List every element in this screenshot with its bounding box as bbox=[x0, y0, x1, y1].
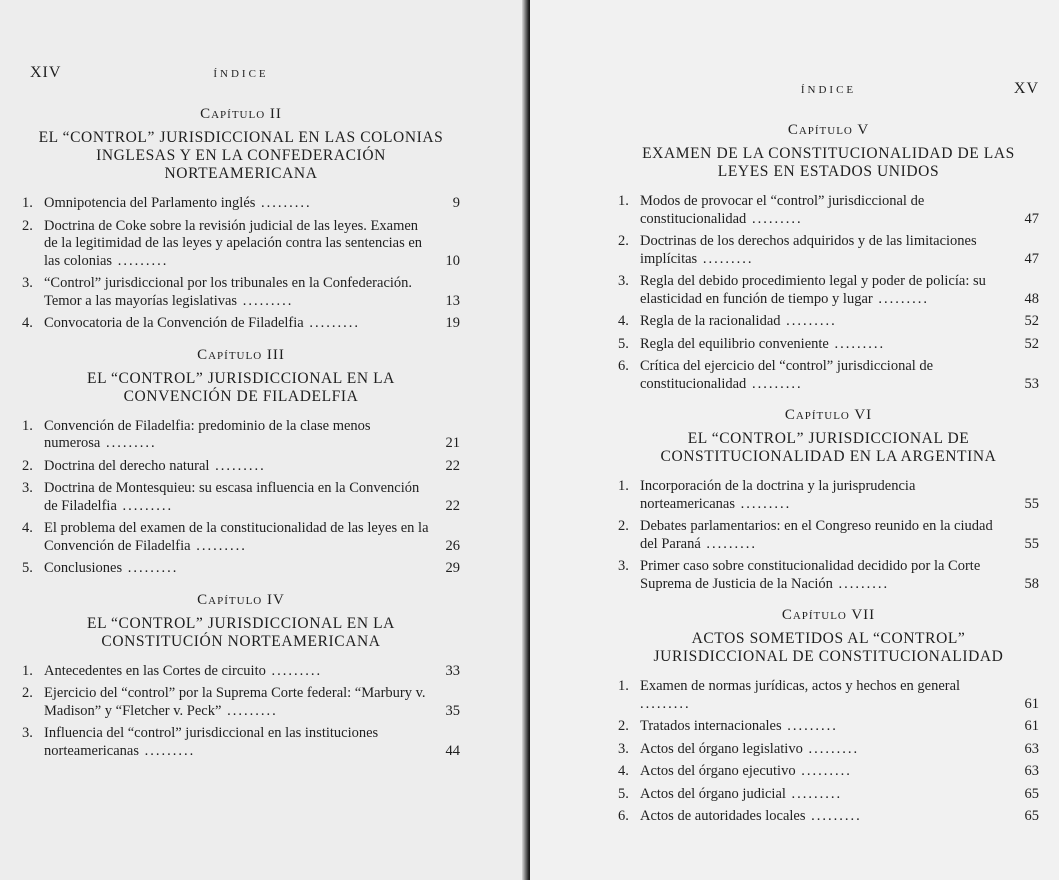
entry-page-number: 29 bbox=[445, 560, 460, 576]
entry-page-number: 47 bbox=[1024, 210, 1039, 227]
entry-number: 5. bbox=[22, 560, 33, 576]
entry-number: 2. bbox=[618, 518, 629, 534]
entry-page-number: 22 bbox=[445, 497, 460, 514]
toc-entry bbox=[22, 725, 460, 760]
dot-leader: ......... bbox=[795, 763, 852, 779]
entry-text: Ejercicio del “control” por la Suprema Corte federal: “Marbury v. Madison” y “Fletcher v. Peck” ......... bbox=[44, 685, 426, 719]
dot-leader: ......... bbox=[100, 435, 157, 451]
entry-page-number: 19 bbox=[445, 315, 460, 331]
entry-number: 2. bbox=[618, 233, 629, 249]
dot-leader: ......... bbox=[735, 495, 792, 512]
entry-number: 5. bbox=[618, 785, 629, 802]
toc-entry bbox=[618, 336, 1039, 354]
entry-page-number: 44 bbox=[445, 742, 460, 759]
page-number: XV bbox=[1013, 80, 1039, 97]
entry-text: Examen de normas jurídicas, actos y hechos en general ......... bbox=[640, 678, 961, 712]
entry-page-number: 55 bbox=[1024, 535, 1039, 552]
toc-entry bbox=[22, 315, 460, 333]
dot-leader: ......... bbox=[785, 785, 843, 802]
entry-page-number: 63 bbox=[1024, 740, 1039, 757]
entry-number: 3. bbox=[22, 725, 33, 741]
entry-number: 4. bbox=[618, 313, 629, 329]
left-page bbox=[0, 0, 528, 880]
entry-number: 1. bbox=[618, 678, 629, 694]
entry-number: 4. bbox=[618, 763, 629, 779]
chapter-block bbox=[22, 592, 460, 761]
toc-entry bbox=[618, 718, 1039, 736]
entry-number: 2. bbox=[22, 685, 33, 701]
entry-text: Doctrina de Montesquieu: su escasa influencia en la Convención de Filadelfia ......... bbox=[44, 480, 420, 514]
chapter-title: EL “CONTROL” JURISDICCIONAL EN LA CONSTITUCIÓN NORTEAMERICANA bbox=[87, 614, 395, 650]
toc-entry bbox=[22, 275, 460, 310]
toc-entry bbox=[618, 741, 1039, 759]
chapter-title: EXAMEN DE LA CONSTITUCIONALIDAD DE LAS LEYES EN ESTADOS UNIDOS bbox=[642, 145, 1015, 180]
entry-text: Modos de provocar el “control” jurisdiccional de constitucionalidad ......... bbox=[640, 193, 925, 227]
right-page-header bbox=[618, 80, 1039, 108]
toc-entry bbox=[22, 418, 460, 453]
entry-page-number: 35 bbox=[445, 702, 460, 719]
entry-page-number: 52 bbox=[1024, 335, 1039, 352]
entry-text: Omnipotencia del Parlamento inglés ......... bbox=[44, 195, 312, 211]
entry-number: 1. bbox=[22, 195, 33, 211]
entry-number: 3. bbox=[618, 273, 629, 289]
dot-leader: ......... bbox=[802, 740, 860, 757]
dot-leader: ......... bbox=[190, 537, 247, 554]
entry-text: Debates parlamentarios: en el Congreso reunido en la ciudad del Paraná ......... bbox=[640, 518, 993, 552]
entry-page-number: 47 bbox=[1024, 250, 1039, 267]
entry-page-number: 65 bbox=[1024, 785, 1039, 802]
entry-text: Doctrina de Coke sobre la revisión judicial de las leyes. Examen de la legitimidad de las leyes y apelación contra las sentencias en las colonias ......... bbox=[44, 217, 423, 269]
dot-leader: ......... bbox=[781, 718, 838, 734]
chapter-block bbox=[618, 407, 1039, 593]
entry-page-number: 21 bbox=[445, 435, 460, 451]
entry-text: Incorporación de la doctrina y la jurisprudencia norteamericanas ......... bbox=[640, 478, 916, 512]
chapter-block bbox=[22, 347, 460, 578]
entry-text: Regla del debido procedimiento legal y poder de policía: su elasticidad en función de tiempo y lugar ......... bbox=[640, 273, 986, 307]
dot-leader: ......... bbox=[303, 315, 360, 331]
dot-leader: ......... bbox=[221, 702, 278, 719]
dot-leader: ......... bbox=[112, 252, 169, 269]
entry-number: 2. bbox=[22, 457, 33, 474]
entry-page-number: 53 bbox=[1024, 375, 1039, 392]
toc-entry bbox=[618, 558, 1039, 593]
dot-leader: ......... bbox=[122, 560, 179, 576]
toc-entry bbox=[22, 685, 460, 720]
running-head: ÍNDICE bbox=[213, 68, 269, 80]
entry-text: Convocatoria de la Convención de Filadelfia ......... bbox=[44, 315, 360, 331]
entry-text: Influencia del “control” jurisdiccional en las instituciones norteamericanas ......... bbox=[44, 725, 379, 759]
entry-number: 3. bbox=[618, 740, 629, 757]
right-page-content bbox=[618, 0, 1039, 880]
dot-leader: ......... bbox=[828, 335, 886, 352]
entry-number: 1. bbox=[618, 478, 629, 494]
toc-entry bbox=[22, 218, 460, 271]
entry-number: 6. bbox=[618, 358, 629, 374]
dot-leader: ......... bbox=[116, 497, 174, 514]
dot-leader: ......... bbox=[640, 695, 691, 712]
entry-text: Antecedentes en las Cortes de circuito ......... bbox=[44, 662, 323, 679]
entry-number: 3. bbox=[22, 275, 33, 291]
entry-text: Primer caso sobre constitucionalidad decidido por la Corte Suprema de Justicia de la Nación ......... bbox=[640, 558, 981, 592]
entry-page-number: 26 bbox=[445, 537, 460, 554]
toc-entry bbox=[618, 518, 1039, 553]
entry-text: Regla de la racionalidad ......... bbox=[640, 313, 837, 329]
right-page bbox=[530, 0, 1059, 880]
toc-entry bbox=[22, 195, 460, 213]
page-number: XIV bbox=[30, 64, 62, 81]
toc-entry bbox=[22, 480, 460, 515]
entry-number: 2. bbox=[22, 217, 33, 234]
entry-text: Tratados internacionales ......... bbox=[640, 718, 838, 734]
entry-text: “Control” jurisdiccional por los tribunales en la Confederación. Temor a las mayorías legislativas ......... bbox=[44, 275, 413, 309]
toc-entry bbox=[22, 663, 460, 681]
toc-entry bbox=[22, 560, 460, 578]
chapter-label: Capítulo IV bbox=[197, 591, 285, 608]
entry-text: Regla del equilibrio conveniente ......... bbox=[640, 335, 886, 352]
entry-number: 1. bbox=[22, 662, 33, 679]
dot-leader: ......... bbox=[139, 742, 196, 759]
dot-leader: ......... bbox=[746, 375, 803, 392]
dot-leader: ......... bbox=[697, 250, 754, 267]
chapter-title: EL “CONTROL” JURISDICCIONAL EN LAS COLONIAS INGLESAS Y EN LA CONFEDERACIÓN NORTEAMERICANA bbox=[38, 129, 444, 182]
dot-leader: ......... bbox=[872, 290, 929, 307]
entry-page-number: 63 bbox=[1024, 763, 1039, 779]
entry-text: Actos de autoridades locales ......... bbox=[640, 808, 862, 824]
entry-text: Actos del órgano ejecutivo ......... bbox=[640, 763, 852, 779]
entry-page-number: 61 bbox=[1024, 695, 1039, 712]
entry-number: 6. bbox=[618, 808, 629, 824]
left-page-content bbox=[22, 0, 460, 880]
entry-page-number: 10 bbox=[445, 252, 460, 269]
chapter-list bbox=[618, 122, 1039, 826]
entry-text: Actos del órgano legislativo ......... bbox=[640, 740, 860, 757]
entry-page-number: 65 bbox=[1024, 808, 1039, 824]
entry-number: 3. bbox=[22, 480, 33, 496]
entry-page-number: 13 bbox=[445, 292, 460, 309]
dot-leader: ......... bbox=[780, 313, 837, 329]
entry-number: 1. bbox=[22, 417, 33, 434]
chapter-title: EL “CONTROL” JURISDICCIONAL DE CONSTITUCIONALIDAD EN LA ARGENTINA bbox=[660, 430, 997, 465]
chapter-title: EL “CONTROL” JURISDICCIONAL EN LA CONVENCIÓN DE FILADELFIA bbox=[87, 369, 395, 405]
dot-leader: ......... bbox=[255, 195, 312, 211]
running-head: ÍNDICE bbox=[800, 84, 857, 96]
toc-entry bbox=[618, 233, 1039, 268]
toc-entry bbox=[618, 808, 1039, 826]
chapter-block bbox=[618, 607, 1039, 826]
toc-entry bbox=[618, 313, 1039, 331]
entry-text: Conclusiones ......... bbox=[44, 560, 179, 576]
toc-entry bbox=[618, 786, 1039, 804]
toc-entry bbox=[22, 520, 460, 555]
dot-leader: ......... bbox=[700, 535, 758, 552]
entry-text: Doctrina del derecho natural ......... bbox=[44, 457, 266, 474]
chapter-block bbox=[618, 122, 1039, 393]
toc-entry bbox=[618, 358, 1039, 393]
entry-page-number: 52 bbox=[1024, 313, 1039, 329]
chapter-label: Capítulo VI bbox=[784, 407, 873, 423]
entry-number: 4. bbox=[22, 315, 33, 331]
dot-leader: ......... bbox=[805, 808, 862, 824]
dot-leader: ......... bbox=[209, 457, 266, 474]
dot-leader: ......... bbox=[746, 210, 803, 227]
chapter-label: Capítulo III bbox=[197, 346, 285, 363]
toc-entry bbox=[618, 678, 1039, 713]
dot-leader: ......... bbox=[237, 292, 294, 309]
dot-leader: ......... bbox=[265, 662, 323, 679]
toc-entry bbox=[22, 458, 460, 476]
entry-text: El problema del examen de la constitucionalidad de las leyes en la Convención de Filadelfia ......... bbox=[44, 520, 429, 554]
entry-text: Convención de Filadelfia: predominio de la clase menos numerosa ......... bbox=[44, 417, 371, 451]
chapter-label: Capítulo II bbox=[200, 106, 282, 122]
entry-page-number: 48 bbox=[1024, 290, 1039, 307]
toc-entry bbox=[618, 478, 1039, 513]
entry-page-number: 33 bbox=[445, 662, 460, 679]
entry-number: 4. bbox=[22, 520, 33, 536]
entry-number: 3. bbox=[618, 558, 629, 574]
entry-page-number: 61 bbox=[1024, 718, 1039, 734]
entry-page-number: 58 bbox=[1024, 575, 1039, 592]
left-page-header bbox=[22, 64, 460, 92]
dot-leader: ......... bbox=[832, 575, 890, 592]
chapter-block bbox=[22, 106, 460, 333]
entry-text: Actos del órgano judicial ......... bbox=[640, 785, 843, 802]
toc-entry bbox=[618, 763, 1039, 781]
toc-entry bbox=[618, 273, 1039, 308]
entry-page-number: 55 bbox=[1024, 495, 1039, 512]
chapter-label: Capítulo VII bbox=[781, 607, 876, 623]
entry-text: Crítica del ejercicio del “control” jurisdiccional de constitucionalidad ......... bbox=[640, 358, 934, 392]
entry-text: Doctrinas de los derechos adquiridos y de las limitaciones implícitas ......... bbox=[640, 233, 977, 267]
entry-number: 2. bbox=[618, 718, 629, 734]
entry-number: 1. bbox=[618, 193, 629, 209]
entry-page-number: 22 bbox=[445, 457, 460, 474]
entry-number: 5. bbox=[618, 335, 629, 352]
chapter-label: Capítulo V bbox=[787, 122, 870, 138]
chapter-list bbox=[22, 106, 460, 760]
toc-entry bbox=[618, 193, 1039, 228]
chapter-title: ACTOS SOMETIDOS AL “CONTROL” JURISDICCIONAL DE CONSTITUCIONALIDAD bbox=[653, 630, 1004, 665]
entry-page-number: 9 bbox=[452, 195, 460, 211]
